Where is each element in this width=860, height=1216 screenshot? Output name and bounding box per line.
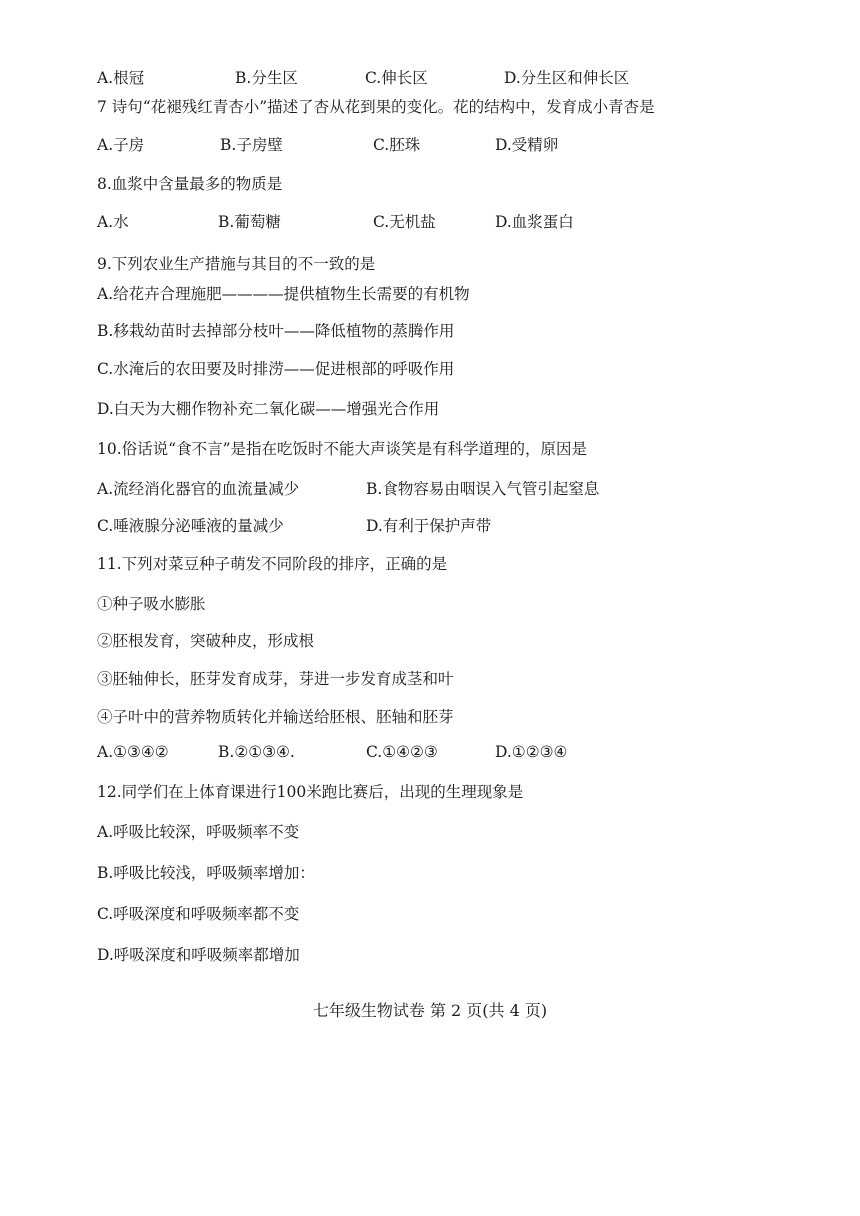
q7-option-c: C.胚珠 (373, 136, 421, 154)
q6-option-d: D.分生区和伸长区 (504, 69, 630, 87)
q6-option-c: C.伸长区 (365, 69, 428, 87)
q6-option-b: B.分生区 (235, 69, 298, 87)
q9-option-b: B.移栽幼苗时去掉部分枝叶——降低植物的蒸腾作用 (97, 322, 455, 340)
q11-stage-4: ④子叶中的营养物质转化并输送给胚根、胚轴和胚芽 (97, 708, 454, 726)
q9-stem: 9.下列农业生产措施与其目的不一致的是 (97, 255, 376, 273)
q8-stem: 8.血浆中含量最多的物质是 (97, 175, 283, 193)
q12-option-d: D.呼吸深度和呼吸频率都增加 (97, 946, 300, 964)
q8-option-c: C.无机盐 (373, 213, 436, 231)
q11-option-d: D.①②③④ (495, 743, 568, 761)
q11-stage-2: ②胚根发育，突破种皮，形成根 (97, 632, 315, 650)
q8-option-b: B.葡萄糖 (218, 213, 281, 231)
q11-stage-1: ①种子吸水膨胀 (97, 595, 206, 613)
q12-option-c: C.呼吸深度和呼吸频率都不变 (97, 905, 300, 923)
q11-option-b: B.②①③④. (218, 743, 295, 761)
q7-option-a: A.子房 (97, 136, 145, 154)
q9-option-c: C.水淹后的农田要及时排涝——促进根部的呼吸作用 (97, 360, 455, 378)
q8-option-d: D.血浆蛋白 (495, 213, 574, 231)
q9-option-a: A.给花卉合理施肥————提供植物生长需要的有机物 (97, 285, 470, 303)
q12-stem: 12.同学们在上体育课进行100米跑比赛后，出现的生理现象是 (97, 783, 524, 801)
q11-stage-3: ③胚轴伸长，胚芽发育成芽，芽进一步发育成茎和叶 (97, 670, 454, 688)
q7-stem: 7 诗句“花褪残红青杏小”描述了杏从花到果的变化。花的结构中，发育成小青杏是 (97, 98, 655, 116)
q10-option-b: B.食物容易由咽误入气管引起窒息 (366, 480, 600, 498)
q12-option-b: B.呼吸比较浅，呼吸频率增加： (97, 864, 315, 882)
q10-stem: 10.俗话说“食不言”是指在吃饭时不能大声谈笑是有科学道理的，原因是 (97, 440, 588, 458)
q6-option-a: A.根冠 (97, 69, 145, 87)
q12-option-a: A.呼吸比较深，呼吸频率不变 (97, 823, 300, 841)
q7-option-b: B.子房壁 (220, 136, 283, 154)
q8-option-a: A.水 (97, 213, 129, 231)
q11-option-c: C.①④②③ (366, 743, 438, 761)
q7-option-d: D.受精卵 (495, 136, 559, 154)
q10-option-a: A.流经消化器官的血流量减少 (97, 480, 300, 498)
q11-stem: 11.下列对菜豆种子萌发不同阶段的排序，正确的是 (97, 555, 448, 573)
q11-option-a: A.①③④② (97, 743, 169, 761)
q10-option-d: D.有利于保护声带 (366, 517, 492, 535)
q10-option-c: C.唾液腺分泌唾液的量减少 (97, 517, 284, 535)
page-footer: 七年级生物试卷 第 2 页(共 4 页) (312, 1001, 548, 1020)
q9-option-d: D.白天为大棚作物补充二氧化碳——增强光合作用 (97, 400, 440, 418)
